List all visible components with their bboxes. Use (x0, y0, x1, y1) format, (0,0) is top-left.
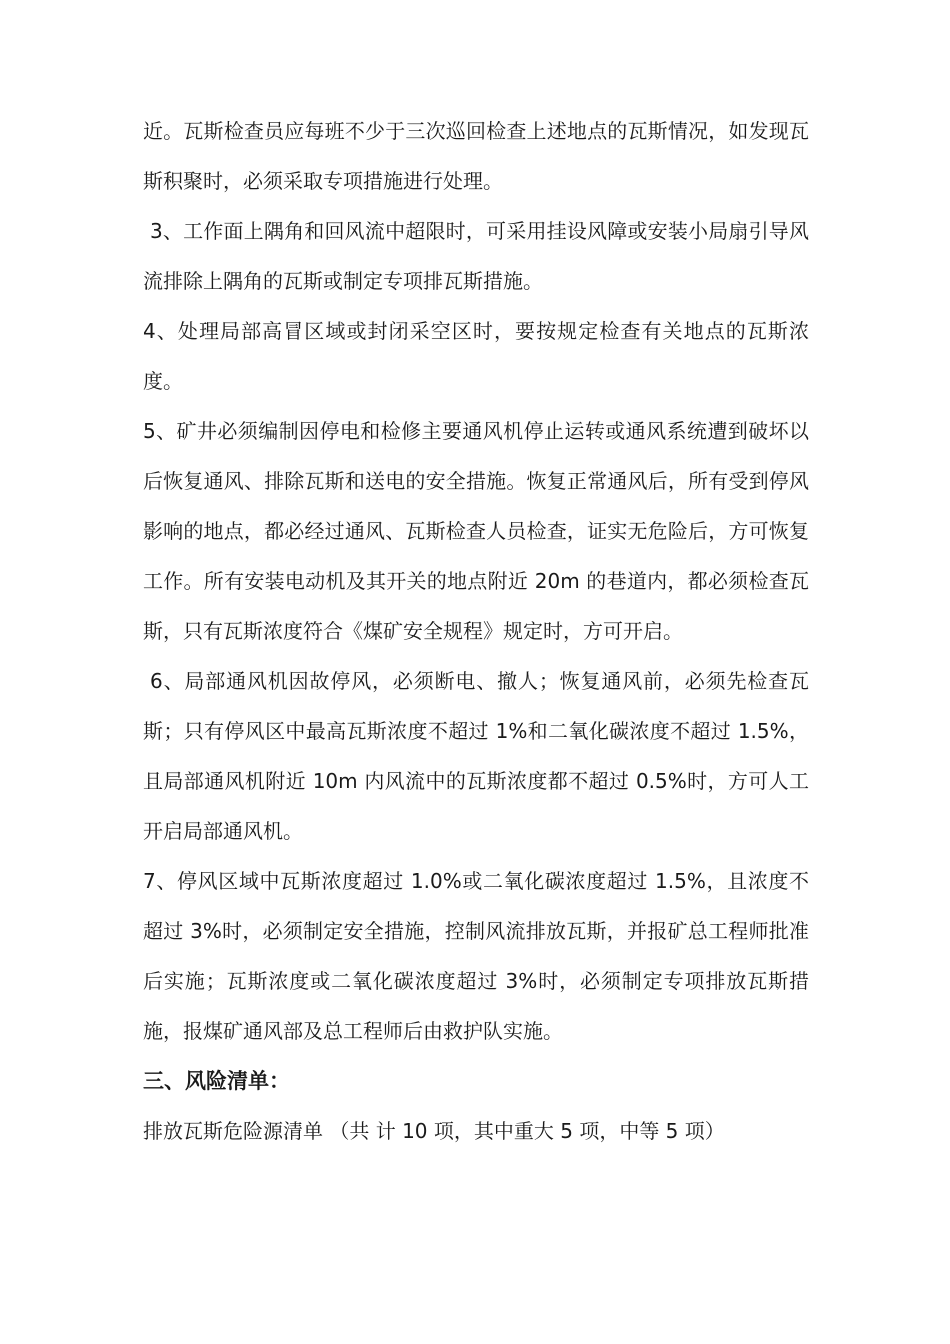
paragraph-item-7: 7、停风区域中瓦斯浓度超过 1.0%或二氧化碳浓度超过 1.5%，且浓度不超过 3%时，必须制定安全措施，控制风流排放瓦斯，并报矿总工程师批准后实施；瓦斯浓度或二氧化碳浓度超过 3%时，必须制定专项排放瓦斯措施，报煤矿通风部及总工程师后由救护队实施。 (143, 869, 809, 1043)
paragraph-item-6: 6、局部通风机因故停风，必须断电、撤人；恢复通风前，必须先检查瓦斯；只有停风区中最高瓦斯浓度不超过 1%和二氧化碳浓度不超过 1.5%，且局部通风机附近 10m 内风流中的瓦斯浓度都不超过 0.5%时，方可人工开启局部通风机。 (143, 669, 809, 843)
paragraph-item-5: 5、矿井必须编制因停电和检修主要通风机停止运转或通风系统遭到破坏以后恢复通风、排除瓦斯和送电的安全措施。恢复正常通风后，所有受到停风影响的地点，都必经过通风、瓦斯检查人员检查，证实无危险后，方可恢复工作。所有安装电动机及其开关的地点附近 20m 的巷道内，都必须检查瓦斯，只有瓦斯浓度符合《煤矿安全规程》规定时，方可开启。 (143, 419, 809, 643)
document-body (143, 106, 809, 1156)
risk-list-summary: 排放瓦斯危险源清单 （共 计 10 项，其中重大 5 项，中等 5 项） (143, 1119, 725, 1143)
paragraph-item-4: 4、处理局部高冒区域或封闭采空区时，要按规定检查有关地点的瓦斯浓度。 (143, 319, 809, 393)
paragraph-item-3: 3、工作面上隅角和回风流中超限时，可采用挂设风障或安装小局扇引导风流排除上隅角的瓦斯或制定专项排瓦斯措施。 (143, 219, 809, 293)
paragraph-continuation: 近。瓦斯检查员应每班不少于三次巡回检查上述地点的瓦斯情况，如发现瓦斯积聚时，必须采取专项措施进行处理。 (143, 119, 809, 193)
section-heading: 三、风险清单： (143, 1069, 290, 1093)
